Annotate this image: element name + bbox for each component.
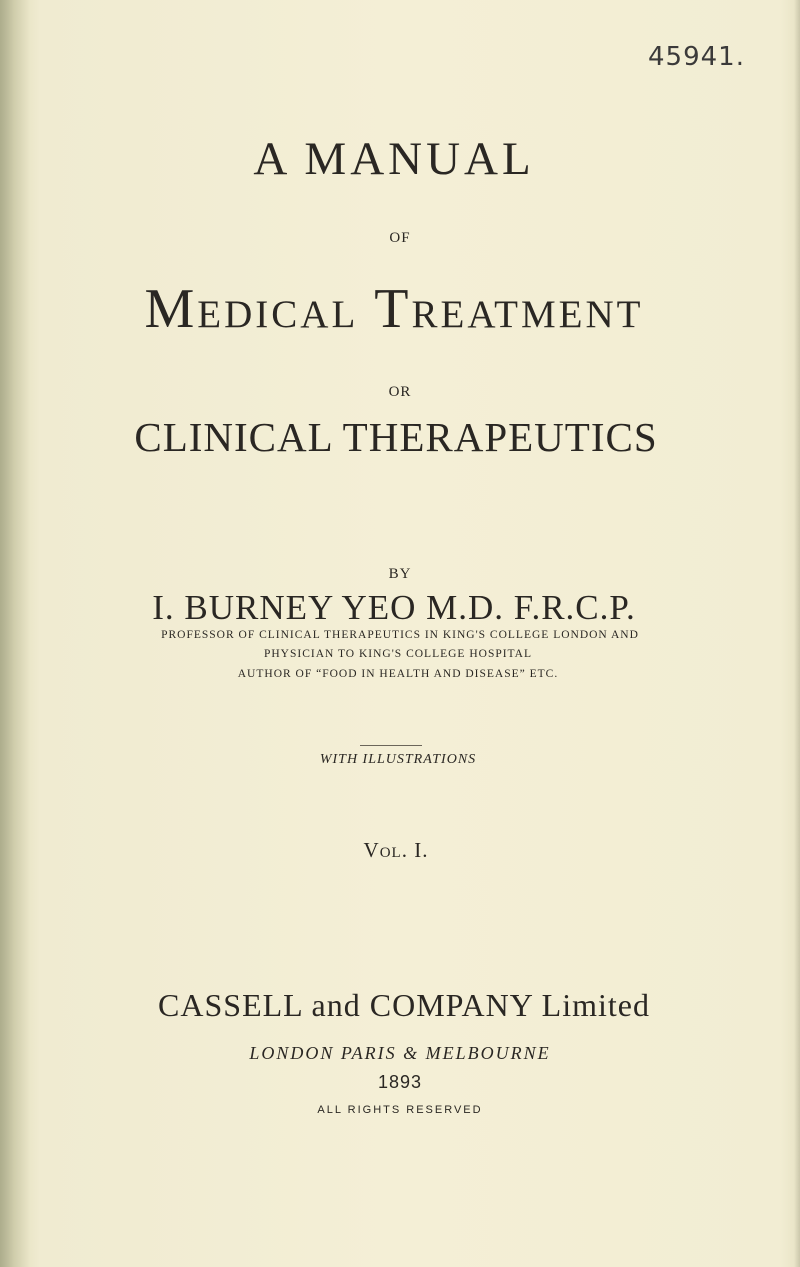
title-of: OF — [389, 230, 411, 246]
illustrations-note: WITH ILLUSTRATIONS — [319, 752, 477, 767]
volume-label: Vol. I. — [363, 838, 429, 862]
rights-notice: ALL RIGHTS RESERVED — [317, 1104, 483, 1116]
author-name: I. BURNEY YEO M.D. F.R.C.P. — [152, 588, 636, 627]
shelfmark: 45941. — [648, 42, 745, 72]
title-or: OR — [388, 384, 412, 400]
main-title: Medical Treatment — [144, 278, 644, 340]
by-line: BY — [388, 566, 412, 582]
title-line-1: A MANUAL — [253, 133, 535, 185]
divider-rule — [360, 745, 422, 746]
publisher-name: CASSELL and COMPANY Limited — [158, 987, 650, 1023]
subtitle: CLINICAL THERAPEUTICS — [134, 414, 658, 460]
publication-year: 1893 — [377, 1072, 423, 1092]
author-credential-2: PHYSICIAN TO KING'S COLLEGE HOSPITAL — [263, 648, 532, 660]
publisher-cities: LONDON PARIS & MELBOURNE — [249, 1043, 551, 1063]
author-credential-1: PROFESSOR OF CLINICAL THERAPEUTICS IN KING'S COLLEGE LONDON AND — [161, 629, 639, 641]
author-credential-3: AUTHOR OF “FOOD IN HEALTH AND DISEASE” ETC. — [237, 668, 559, 680]
